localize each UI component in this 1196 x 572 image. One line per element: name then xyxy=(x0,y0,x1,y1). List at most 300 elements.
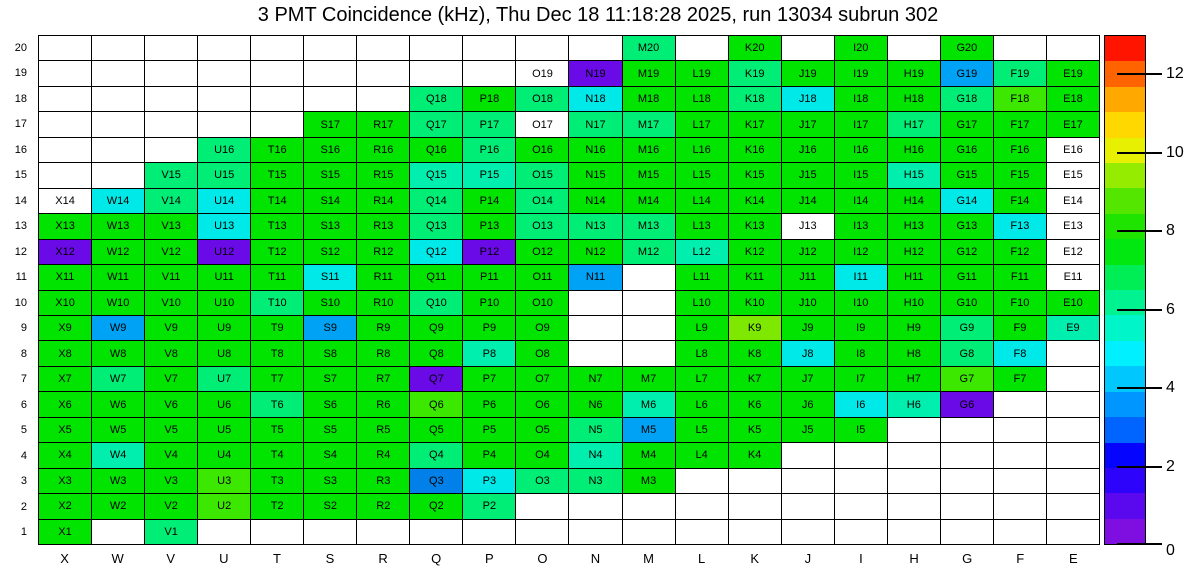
cell-O6: O6 xyxy=(516,392,569,417)
colorbar-band xyxy=(1105,239,1145,264)
y-tick-6: 6 xyxy=(20,398,27,411)
cell-T14: T14 xyxy=(251,189,304,214)
y-tick-7: 7 xyxy=(20,373,27,386)
cell-E10: E10 xyxy=(1047,291,1100,316)
cell-O20-empty xyxy=(516,36,569,61)
cell-V4: V4 xyxy=(145,443,198,468)
cell-G17: G17 xyxy=(941,112,994,137)
cell-W5: W5 xyxy=(92,418,145,443)
colorbar-tick-4 xyxy=(1117,387,1162,389)
cell-N9-empty xyxy=(569,316,622,341)
cell-F6-empty xyxy=(994,392,1047,417)
cell-F9: F9 xyxy=(994,316,1047,341)
cell-P15: P15 xyxy=(463,163,516,188)
cell-Q13: Q13 xyxy=(410,214,463,239)
colorbar-tick-2 xyxy=(1117,466,1162,468)
cell-S10: S10 xyxy=(304,291,357,316)
cell-R15: R15 xyxy=(357,163,410,188)
cell-S11: S11 xyxy=(304,265,357,290)
cell-K18: K18 xyxy=(729,87,782,112)
cell-X17-empty xyxy=(39,112,92,137)
cell-U12: U12 xyxy=(198,240,251,265)
y-tick-4: 4 xyxy=(20,449,27,462)
cell-F8: F8 xyxy=(994,341,1047,366)
cell-W18-empty xyxy=(92,87,145,112)
cell-O13: O13 xyxy=(516,214,569,239)
cell-I17: I17 xyxy=(835,112,888,137)
cell-E13: E13 xyxy=(1047,214,1100,239)
cell-X4: X4 xyxy=(39,443,92,468)
cell-T11: T11 xyxy=(251,265,304,290)
cell-J16: J16 xyxy=(782,138,835,163)
cell-P1-empty xyxy=(463,520,516,545)
colorbar-tick-12 xyxy=(1117,73,1162,75)
cell-U6: U6 xyxy=(198,392,251,417)
cell-H11: H11 xyxy=(888,265,941,290)
cell-V1: V1 xyxy=(145,520,198,545)
colorbar-label-8: 8 xyxy=(1166,222,1175,240)
cell-G1-empty xyxy=(941,520,994,545)
cell-N3: N3 xyxy=(569,469,622,494)
cell-U17-empty xyxy=(198,112,251,137)
x-tick-U: U xyxy=(219,550,229,566)
cell-T5: T5 xyxy=(251,418,304,443)
x-tick-O: O xyxy=(537,550,548,566)
cell-U13: U13 xyxy=(198,214,251,239)
cell-O3: O3 xyxy=(516,469,569,494)
x-tick-X: X xyxy=(60,550,69,566)
cell-M12: M12 xyxy=(623,240,676,265)
y-tick-11: 11 xyxy=(15,271,27,284)
cell-I7: I7 xyxy=(835,367,888,392)
colorbar-band xyxy=(1105,392,1145,417)
cell-V11: V11 xyxy=(145,265,198,290)
cell-K13: K13 xyxy=(729,214,782,239)
cell-S18-empty xyxy=(304,87,357,112)
cell-K17: K17 xyxy=(729,112,782,137)
x-tick-R: R xyxy=(378,550,388,566)
colorbar-tick-0 xyxy=(1117,543,1162,545)
cell-Q6: Q6 xyxy=(410,392,463,417)
x-axis-labels xyxy=(38,548,1100,568)
cell-L12: L12 xyxy=(676,240,729,265)
colorbar-band xyxy=(1105,138,1145,163)
cell-E1-empty xyxy=(1047,520,1100,545)
cell-E12: E12 xyxy=(1047,240,1100,265)
cell-X13: X13 xyxy=(39,214,92,239)
cell-M14: M14 xyxy=(623,189,676,214)
cell-M7: M7 xyxy=(623,367,676,392)
x-tick-S: S xyxy=(325,550,335,566)
cell-S7: S7 xyxy=(304,367,357,392)
cell-L1-empty xyxy=(676,520,729,545)
colorbar-band xyxy=(1105,188,1145,213)
cell-V17-empty xyxy=(145,112,198,137)
cell-F20-empty xyxy=(994,36,1047,61)
colorbar-band xyxy=(1105,468,1145,493)
x-tick-K: K xyxy=(750,550,760,566)
cell-F5-empty xyxy=(994,418,1047,443)
cell-T17-empty xyxy=(251,112,304,137)
heatmap-grid xyxy=(38,35,1100,545)
cell-R12: R12 xyxy=(357,240,410,265)
cell-E15: E15 xyxy=(1047,163,1100,188)
cell-P18: P18 xyxy=(463,87,516,112)
cell-L2-empty xyxy=(676,494,729,519)
x-tick-Q: Q xyxy=(431,550,442,566)
cell-X3: X3 xyxy=(39,469,92,494)
cell-M10-empty xyxy=(623,291,676,316)
cell-N19: N19 xyxy=(569,61,622,86)
cell-S4: S4 xyxy=(304,443,357,468)
cell-F4-empty xyxy=(994,443,1047,468)
cell-V19-empty xyxy=(145,61,198,86)
cell-W12: W12 xyxy=(92,240,145,265)
cell-T18-empty xyxy=(251,87,304,112)
cell-F15: F15 xyxy=(994,163,1047,188)
colorbar-band xyxy=(1105,36,1145,61)
cell-L20-empty xyxy=(676,36,729,61)
cell-K5: K5 xyxy=(729,418,782,443)
x-tick-E: E xyxy=(1068,550,1078,566)
cell-U19-empty xyxy=(198,61,251,86)
cell-W13: W13 xyxy=(92,214,145,239)
cell-I9: I9 xyxy=(835,316,888,341)
cell-O14: O14 xyxy=(516,189,569,214)
x-tick-J: J xyxy=(804,550,812,566)
y-tick-14: 14 xyxy=(14,194,27,207)
cell-Q2: Q2 xyxy=(410,494,463,519)
cell-V7: V7 xyxy=(145,367,198,392)
cell-J7: J7 xyxy=(782,367,835,392)
cell-M13: M13 xyxy=(623,214,676,239)
cell-M20: M20 xyxy=(623,36,676,61)
cell-P9: P9 xyxy=(463,316,516,341)
cell-T4: T4 xyxy=(251,443,304,468)
cell-X5: X5 xyxy=(39,418,92,443)
cell-P20-empty xyxy=(463,36,516,61)
cell-N13: N13 xyxy=(569,214,622,239)
y-tick-20: 20 xyxy=(14,41,27,54)
cell-M6: M6 xyxy=(623,392,676,417)
cell-I12: I12 xyxy=(835,240,888,265)
cell-U16: U16 xyxy=(198,138,251,163)
cell-H4-empty xyxy=(888,443,941,468)
cell-M5: M5 xyxy=(623,418,676,443)
cell-Q11: Q11 xyxy=(410,265,463,290)
cell-G12: G12 xyxy=(941,240,994,265)
cell-U2: U2 xyxy=(198,494,251,519)
cell-I10: I10 xyxy=(835,291,888,316)
y-axis-labels xyxy=(0,35,33,545)
cell-F19: F19 xyxy=(994,61,1047,86)
cell-I20: I20 xyxy=(835,36,888,61)
cell-E3-empty xyxy=(1047,469,1100,494)
cell-N15: N15 xyxy=(569,163,622,188)
cell-J12: J12 xyxy=(782,240,835,265)
cell-Q18: Q18 xyxy=(410,87,463,112)
cell-I18: I18 xyxy=(835,87,888,112)
x-tick-N: N xyxy=(590,550,601,566)
cell-L10: L10 xyxy=(676,291,729,316)
cell-W17-empty xyxy=(92,112,145,137)
cell-R10: R10 xyxy=(357,291,410,316)
cell-L17: L17 xyxy=(676,112,729,137)
cell-P19-empty xyxy=(463,61,516,86)
cell-F2-empty xyxy=(994,494,1047,519)
cell-N18: N18 xyxy=(569,87,622,112)
cell-Q16: Q16 xyxy=(410,138,463,163)
cell-G20: G20 xyxy=(941,36,994,61)
cell-E20-empty xyxy=(1047,36,1100,61)
cell-Q9: Q9 xyxy=(410,316,463,341)
cell-F12: F12 xyxy=(994,240,1047,265)
cell-P3: P3 xyxy=(463,469,516,494)
cell-G3-empty xyxy=(941,469,994,494)
cell-L15: L15 xyxy=(676,163,729,188)
colorbar-band xyxy=(1105,163,1145,188)
cell-G8: G8 xyxy=(941,341,994,366)
cell-R5: R5 xyxy=(357,418,410,443)
cell-M19: M19 xyxy=(623,61,676,86)
cell-V9: V9 xyxy=(145,316,198,341)
cell-V5: V5 xyxy=(145,418,198,443)
cell-N20-empty xyxy=(569,36,622,61)
cell-T12: T12 xyxy=(251,240,304,265)
cell-L5: L5 xyxy=(676,418,729,443)
cell-J1-empty xyxy=(782,520,835,545)
cell-N8-empty xyxy=(569,341,622,366)
cell-S2: S2 xyxy=(304,494,357,519)
cell-G7: G7 xyxy=(941,367,994,392)
cell-K10: K10 xyxy=(729,291,782,316)
y-tick-12: 12 xyxy=(14,245,27,258)
cell-N2-empty xyxy=(569,494,622,519)
cell-R7: R7 xyxy=(357,367,410,392)
y-tick-2: 2 xyxy=(20,500,27,513)
cell-S8: S8 xyxy=(304,341,357,366)
colorbar-label-10: 10 xyxy=(1166,143,1184,161)
cell-M1-empty xyxy=(623,520,676,545)
cell-L9: L9 xyxy=(676,316,729,341)
x-tick-V: V xyxy=(166,550,176,566)
colorbar-band xyxy=(1105,417,1145,442)
cell-I11: I11 xyxy=(835,265,888,290)
cell-F11: F11 xyxy=(994,265,1047,290)
cell-X12: X12 xyxy=(39,240,92,265)
cell-V13: V13 xyxy=(145,214,198,239)
cell-Q4: Q4 xyxy=(410,443,463,468)
x-tick-W: W xyxy=(111,550,124,566)
cell-I5: I5 xyxy=(835,418,888,443)
cell-U5: U5 xyxy=(198,418,251,443)
cell-H3-empty xyxy=(888,469,941,494)
cell-F7: F7 xyxy=(994,367,1047,392)
cell-X14: X14 xyxy=(39,189,92,214)
cell-K7: K7 xyxy=(729,367,782,392)
cell-R1-empty xyxy=(357,520,410,545)
colorbar-band xyxy=(1105,112,1145,137)
cell-P12: P12 xyxy=(463,240,516,265)
cell-H15: H15 xyxy=(888,163,941,188)
cell-S9: S9 xyxy=(304,316,357,341)
cell-X20-empty xyxy=(39,36,92,61)
cell-K19: K19 xyxy=(729,61,782,86)
cell-K4: K4 xyxy=(729,443,782,468)
cell-N7: N7 xyxy=(569,367,622,392)
y-tick-15: 15 xyxy=(14,169,27,182)
cell-X19-empty xyxy=(39,61,92,86)
cell-E16: E16 xyxy=(1047,138,1100,163)
cell-T10: T10 xyxy=(251,291,304,316)
cell-N16: N16 xyxy=(569,138,622,163)
cell-U3: U3 xyxy=(198,469,251,494)
cell-E2-empty xyxy=(1047,494,1100,519)
cell-S16: S16 xyxy=(304,138,357,163)
cell-U10: U10 xyxy=(198,291,251,316)
colorbar-band xyxy=(1105,214,1145,239)
cell-N12: N12 xyxy=(569,240,622,265)
cell-U15: U15 xyxy=(198,163,251,188)
cell-W10: W10 xyxy=(92,291,145,316)
cell-H8: H8 xyxy=(888,341,941,366)
cell-J3-empty xyxy=(782,469,835,494)
cell-V12: V12 xyxy=(145,240,198,265)
cell-P4: P4 xyxy=(463,443,516,468)
cell-Q1-empty xyxy=(410,520,463,545)
cell-X10: X10 xyxy=(39,291,92,316)
cell-F13: F13 xyxy=(994,214,1047,239)
y-tick-1: 1 xyxy=(20,526,27,539)
cell-F1-empty xyxy=(994,520,1047,545)
cell-P13: P13 xyxy=(463,214,516,239)
cell-J14: J14 xyxy=(782,189,835,214)
cell-H7: H7 xyxy=(888,367,941,392)
cell-K8: K8 xyxy=(729,341,782,366)
colorbar-label-4: 4 xyxy=(1166,379,1175,397)
cell-R18-empty xyxy=(357,87,410,112)
cell-G6: G6 xyxy=(941,392,994,417)
cell-K1-empty xyxy=(729,520,782,545)
cell-O5: O5 xyxy=(516,418,569,443)
cell-N17: N17 xyxy=(569,112,622,137)
cell-K15: K15 xyxy=(729,163,782,188)
cell-U18-empty xyxy=(198,87,251,112)
cell-V15: V15 xyxy=(145,163,198,188)
cell-L7: L7 xyxy=(676,367,729,392)
cell-K3-empty xyxy=(729,469,782,494)
cell-S1-empty xyxy=(304,520,357,545)
cell-K2-empty xyxy=(729,494,782,519)
cell-K14: K14 xyxy=(729,189,782,214)
colorbar-label-12: 12 xyxy=(1166,65,1184,83)
cell-V14: V14 xyxy=(145,189,198,214)
cell-J13: J13 xyxy=(782,214,835,239)
cell-P8: P8 xyxy=(463,341,516,366)
cell-Q19-empty xyxy=(410,61,463,86)
cell-F18: F18 xyxy=(994,87,1047,112)
cell-H12: H12 xyxy=(888,240,941,265)
cell-U14: U14 xyxy=(198,189,251,214)
cell-E6-empty xyxy=(1047,392,1100,417)
cell-O15: O15 xyxy=(516,163,569,188)
y-tick-5: 5 xyxy=(20,424,27,437)
cell-W15-empty xyxy=(92,163,145,188)
cell-I19: I19 xyxy=(835,61,888,86)
cell-Q5: Q5 xyxy=(410,418,463,443)
cell-W9: W9 xyxy=(92,316,145,341)
cell-E17: E17 xyxy=(1047,112,1100,137)
cell-P14: P14 xyxy=(463,189,516,214)
cell-T20-empty xyxy=(251,36,304,61)
cell-R2: R2 xyxy=(357,494,410,519)
y-tick-17: 17 xyxy=(14,118,27,131)
cell-J18: J18 xyxy=(782,87,835,112)
cell-F16: F16 xyxy=(994,138,1047,163)
cell-R13: R13 xyxy=(357,214,410,239)
cell-L6: L6 xyxy=(676,392,729,417)
cell-Q12: Q12 xyxy=(410,240,463,265)
cell-G4-empty xyxy=(941,443,994,468)
cell-H6: H6 xyxy=(888,392,941,417)
cell-J5: J5 xyxy=(782,418,835,443)
cell-M17: M17 xyxy=(623,112,676,137)
cell-R3: R3 xyxy=(357,469,410,494)
cell-U4: U4 xyxy=(198,443,251,468)
cell-X1: X1 xyxy=(39,520,92,545)
cell-G10: G10 xyxy=(941,291,994,316)
cell-H19: H19 xyxy=(888,61,941,86)
cell-N4: N4 xyxy=(569,443,622,468)
colorbar xyxy=(1104,35,1196,559)
cell-J6: J6 xyxy=(782,392,835,417)
cell-L3-empty xyxy=(676,469,729,494)
cell-P10: P10 xyxy=(463,291,516,316)
cell-R6: R6 xyxy=(357,392,410,417)
cell-J8: J8 xyxy=(782,341,835,366)
cell-H17: H17 xyxy=(888,112,941,137)
cell-I16: I16 xyxy=(835,138,888,163)
cell-H18: H18 xyxy=(888,87,941,112)
cell-E11: E11 xyxy=(1047,265,1100,290)
colorbar-band xyxy=(1105,519,1145,544)
y-tick-13: 13 xyxy=(14,220,27,233)
cell-M11-empty xyxy=(623,265,676,290)
cell-O19: O19 xyxy=(516,61,569,86)
x-tick-I: I xyxy=(859,550,863,566)
cell-H14: H14 xyxy=(888,189,941,214)
cell-K9: K9 xyxy=(729,316,782,341)
cell-G18: G18 xyxy=(941,87,994,112)
cell-K6: K6 xyxy=(729,392,782,417)
cell-X18-empty xyxy=(39,87,92,112)
cell-E9: E9 xyxy=(1047,316,1100,341)
cell-W8: W8 xyxy=(92,341,145,366)
cell-N10-empty xyxy=(569,291,622,316)
cell-J11: J11 xyxy=(782,265,835,290)
cell-R11: R11 xyxy=(357,265,410,290)
y-tick-9: 9 xyxy=(20,322,27,335)
cell-M4: M4 xyxy=(623,443,676,468)
cell-H1-empty xyxy=(888,520,941,545)
cell-O7: O7 xyxy=(516,367,569,392)
cell-H20-empty xyxy=(888,36,941,61)
cell-W7: W7 xyxy=(92,367,145,392)
x-tick-H: H xyxy=(909,550,919,566)
cell-U8: U8 xyxy=(198,341,251,366)
cell-Q3: Q3 xyxy=(410,469,463,494)
cell-G15: G15 xyxy=(941,163,994,188)
